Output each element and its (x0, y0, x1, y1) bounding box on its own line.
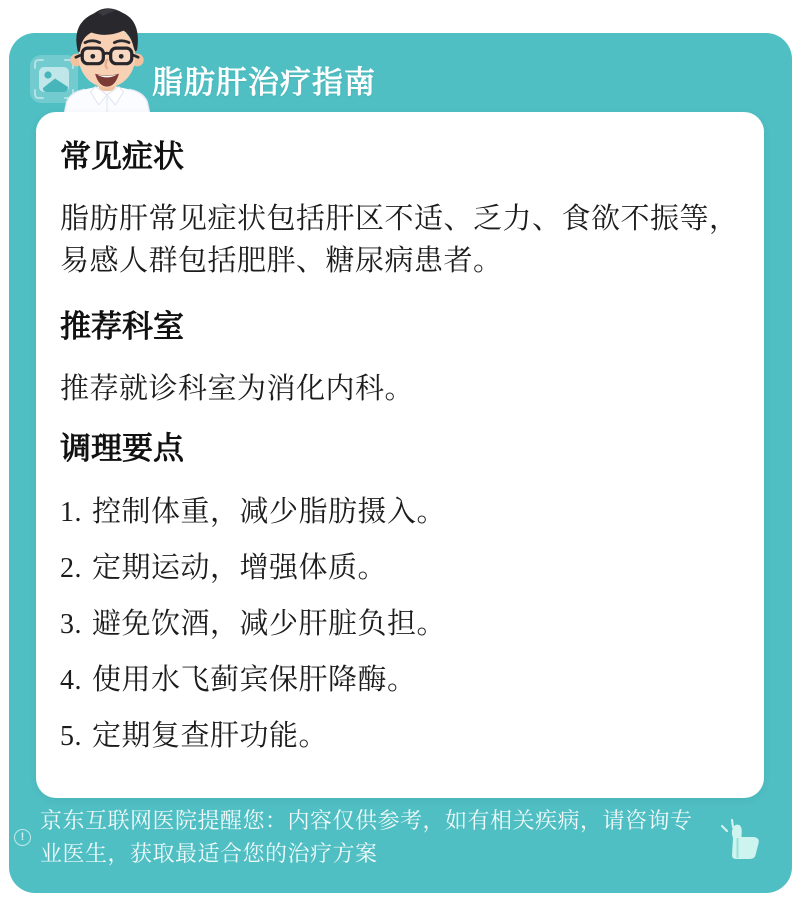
list-text: 避免饮酒，减少肝脏负担。 (92, 608, 447, 640)
list-text: 定期复查肝功能。 (92, 720, 329, 752)
section-body-department: 推荐就诊科室为消化内科。 (60, 373, 415, 405)
content-card (36, 112, 764, 798)
list-item (60, 548, 740, 589)
thumbs-up-icon[interactable] (720, 818, 764, 864)
disclaimer-text: 京东互联网医院提醒您：内容仅供参考，如有相关疾病，请咨询专业医生，获取最适合您的治疗方案 (40, 808, 693, 866)
info-icon: ! (14, 829, 31, 846)
list-number: 1. (60, 497, 82, 528)
disclaimer-bar (14, 804, 724, 870)
list-item (60, 492, 740, 533)
section-heading-symptoms: 常见症状 (60, 139, 184, 174)
care-points-list (60, 492, 740, 757)
list-item (60, 716, 740, 757)
list-item (60, 660, 740, 701)
list-text: 使用水飞蓟宾保肝降酶。 (92, 664, 417, 696)
section-heading-care-points: 调理要点 (60, 431, 184, 466)
list-number: 5. (60, 721, 82, 752)
list-number: 4. (60, 665, 82, 696)
list-item (60, 604, 740, 645)
doctor-avatar (48, 5, 166, 115)
section-heading-department: 推荐科室 (60, 309, 184, 344)
list-text: 定期运动，增强体质。 (92, 552, 388, 584)
guide-title: 脂肪肝治疗指南 (152, 65, 376, 100)
list-text: 控制体重，减少脂肪摄入。 (92, 496, 447, 528)
list-number: 2. (60, 553, 82, 584)
section-body-symptoms: 脂肪肝常见症状包括肝区不适、乏力、食欲不振等，易感人群包括肥胖、糖尿病患者。 (60, 203, 739, 277)
list-number: 3. (60, 609, 82, 640)
